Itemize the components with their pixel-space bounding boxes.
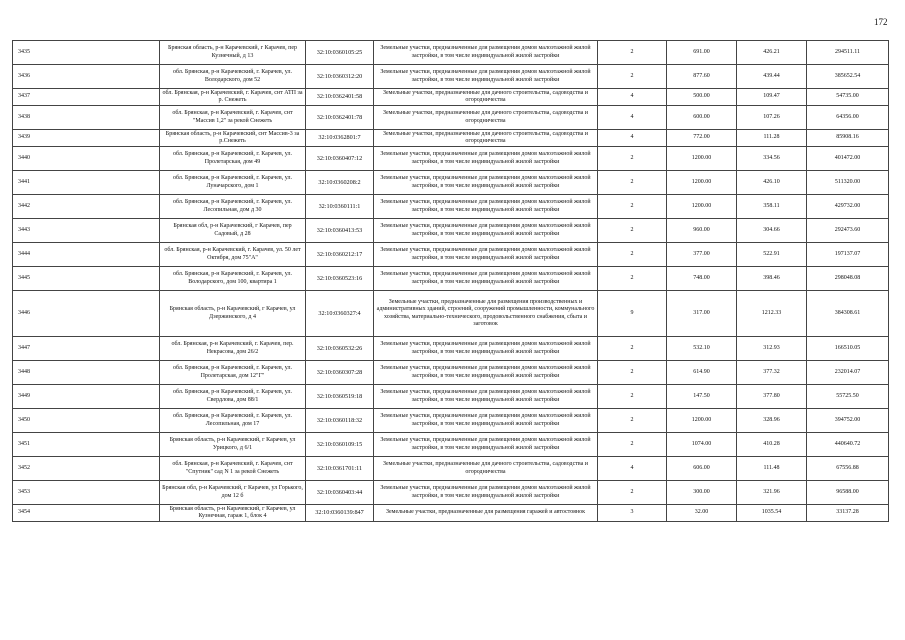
row-number: 3435 [13, 41, 160, 65]
row-number: 3450 [13, 409, 160, 433]
table-row [13, 337, 889, 361]
cadastral-value-cell: 166510.05 [807, 337, 889, 361]
row-number: 3454 [13, 505, 160, 522]
land-use-cell: Земельные участки, предназначенные для размещения домов малоэтажной жилой застройки, в том числе индивидуальной жилой застройки [374, 337, 598, 361]
table-row [13, 409, 889, 433]
specific-value-cell: 312.93 [737, 337, 807, 361]
land-use-cell: Земельные участки, предназначенные для размещения домов малоэтажной жилой застройки, в том числе индивидуальной жилой застройки [374, 409, 598, 433]
area-cell: 1200.00 [667, 171, 737, 195]
area-cell: 748.00 [667, 267, 737, 291]
cadastral-number-cell: 32:10:0362801:7 [306, 130, 374, 147]
specific-value-cell: 111.48 [737, 457, 807, 481]
row-number: 3443 [13, 219, 160, 243]
cadastral-number-cell: 32:10:0360139:847 [306, 505, 374, 522]
cadastral-value-cell: 96588.00 [807, 481, 889, 505]
specific-value-cell: 109.47 [737, 89, 807, 106]
cadastral-number-cell: 32:10:0360327:4 [306, 291, 374, 337]
specific-value-cell: 377.80 [737, 385, 807, 409]
land-use-cell: Земельные участки, предназначенные для дачного строительства, садоводства и огородничества [374, 130, 598, 147]
row-number: 3448 [13, 361, 160, 385]
area-cell: 32.00 [667, 505, 737, 522]
specific-value-cell: 426.10 [737, 171, 807, 195]
area-cell: 606.00 [667, 457, 737, 481]
cadastral-number-cell: 32:10:0360312:20 [306, 65, 374, 89]
cadastral-number-cell: 32:10:0362401:78 [306, 106, 374, 130]
row-number: 3437 [13, 89, 160, 106]
specific-value-cell: 1212.33 [737, 291, 807, 337]
table-row [13, 130, 889, 147]
row-number: 3442 [13, 195, 160, 219]
area-cell: 1074.00 [667, 433, 737, 457]
row-number: 3440 [13, 147, 160, 171]
area-cell: 317.00 [667, 291, 737, 337]
address-cell: Брянская область, р-н Карачевский, г Карачев, ул Урицкого, д 6/1 [160, 433, 306, 457]
group-number-cell: 2 [598, 243, 667, 267]
cadastral-value-cell: 54735.00 [807, 89, 889, 106]
cadastral-value-cell: 384308.61 [807, 291, 889, 337]
group-number-cell: 2 [598, 195, 667, 219]
land-use-cell: Земельные участки, предназначенные для размещения домов малоэтажной жилой застройки, в том числе индивидуальной жилой застройки [374, 219, 598, 243]
area-cell: 300.00 [667, 481, 737, 505]
group-number-cell: 2 [598, 41, 667, 65]
area-cell: 772.00 [667, 130, 737, 147]
address-cell: обл. Брянская, р-н Карачевский, г. Карачев, снт "Спутник" сад N 1 за рекой Снежеть [160, 457, 306, 481]
cadastral-number-cell: 32:10:0360307:28 [306, 361, 374, 385]
table-row [13, 89, 889, 106]
cadastral-value-cell: 429732.00 [807, 195, 889, 219]
group-number-cell: 4 [598, 457, 667, 481]
specific-value-cell: 358.11 [737, 195, 807, 219]
area-cell: 500.00 [667, 89, 737, 106]
page-number: 172 [874, 17, 888, 27]
specific-value-cell: 522.91 [737, 243, 807, 267]
area-cell: 147.50 [667, 385, 737, 409]
specific-value-cell: 111.28 [737, 130, 807, 147]
cadastral-value-cell: 292473.60 [807, 219, 889, 243]
table-row [13, 195, 889, 219]
group-number-cell: 2 [598, 219, 667, 243]
row-number: 3453 [13, 481, 160, 505]
cadastral-value-cell: 294511.11 [807, 41, 889, 65]
area-cell: 614.90 [667, 361, 737, 385]
group-number-cell: 2 [598, 433, 667, 457]
cadastral-number-cell: 32:10:0360105:25 [306, 41, 374, 65]
address-cell: обл. Брянская, р-н Карачевский, г. Карачев, ул. Пролетарская, дом 12"Г" [160, 361, 306, 385]
cadastral-number-cell: 32:10:0360413:53 [306, 219, 374, 243]
cadastral-number-cell: 32:10:0360109:15 [306, 433, 374, 457]
area-cell: 377.00 [667, 243, 737, 267]
area-cell: 532.10 [667, 337, 737, 361]
cadastral-value-cell: 394752.00 [807, 409, 889, 433]
land-use-cell: Земельные участки, предназначенные для дачного строительства, садоводства и огородничества [374, 457, 598, 481]
area-cell: 877.60 [667, 65, 737, 89]
group-number-cell: 2 [598, 171, 667, 195]
table-row [13, 457, 889, 481]
cadastral-number-cell: 32:10:0360523:16 [306, 267, 374, 291]
specific-value-cell: 334.56 [737, 147, 807, 171]
row-number: 3451 [13, 433, 160, 457]
land-use-cell: Земельные участки, предназначенные для размещения домов малоэтажной жилой застройки, в том числе индивидуальной жилой застройки [374, 65, 598, 89]
specific-value-cell: 439.44 [737, 65, 807, 89]
cadastral-number-cell: 32:10:0360519:18 [306, 385, 374, 409]
row-number: 3449 [13, 385, 160, 409]
group-number-cell: 2 [598, 267, 667, 291]
table-row [13, 481, 889, 505]
cadastral-number-cell: 32:10:0360212:17 [306, 243, 374, 267]
cadastral-number-cell: 32:10:0362401:58 [306, 89, 374, 106]
address-cell: обл. Брянская, р-н Карачевский, г. Карачев, ул. Свердлова, дом 88/1 [160, 385, 306, 409]
group-number-cell: 2 [598, 147, 667, 171]
specific-value-cell: 398.46 [737, 267, 807, 291]
table-row [13, 433, 889, 457]
group-number-cell: 2 [598, 385, 667, 409]
specific-value-cell: 321.96 [737, 481, 807, 505]
cadastral-value-cell: 511320.00 [807, 171, 889, 195]
cadastral-number-cell: 32:10:0360111:1 [306, 195, 374, 219]
table-row [13, 219, 889, 243]
row-number: 3439 [13, 130, 160, 147]
specific-value-cell: 304.66 [737, 219, 807, 243]
address-cell: обл. Брянская, р-н Карачевский, г. Карачев, ул. Лесопильная, дом д 30 [160, 195, 306, 219]
cadastral-value-table [12, 40, 889, 522]
table-row [13, 291, 889, 337]
group-number-cell: 2 [598, 409, 667, 433]
address-cell: обл. Брянская, р-н Карачевский, г. Карачев, снт АТП за р. Снежеть [160, 89, 306, 106]
area-cell: 1200.00 [667, 409, 737, 433]
specific-value-cell: 107.26 [737, 106, 807, 130]
cadastral-value-cell: 440640.72 [807, 433, 889, 457]
address-cell: обл. Брянская, р-н Карачевский, г. Карачев, ул. Володарского, дом 100, квартира 1 [160, 267, 306, 291]
address-cell: Брянская область, р-н Карачевский, г Карачев, ул Кузнечная, гараж 1, блок 4 [160, 505, 306, 522]
cadastral-number-cell: 32:10:0361701:11 [306, 457, 374, 481]
cadastral-value-cell: 67556.88 [807, 457, 889, 481]
row-number: 3447 [13, 337, 160, 361]
cadastral-number-cell: 32:10:0360208:2 [306, 171, 374, 195]
area-cell: 960.00 [667, 219, 737, 243]
area-cell: 1200.00 [667, 195, 737, 219]
specific-value-cell: 426.21 [737, 41, 807, 65]
cadastral-value-cell: 197137.07 [807, 243, 889, 267]
address-cell: обл. Брянская, р-н Карачевский, г. Карачев, ул. 50 лет Октября, дом 75"А" [160, 243, 306, 267]
area-cell: 691.00 [667, 41, 737, 65]
land-use-cell: Земельные участки, предназначенные для размещения домов малоэтажной жилой застройки, в том числе индивидуальной жилой застройки [374, 41, 598, 65]
row-number: 3446 [13, 291, 160, 337]
cadastral-value-cell: 33137.28 [807, 505, 889, 522]
group-number-cell: 2 [598, 481, 667, 505]
table-row [13, 361, 889, 385]
land-use-cell: Земельные участки, предназначенные для размещения домов малоэтажной жилой застройки, в том числе индивидуальной жилой застройки [374, 147, 598, 171]
land-use-cell: Земельные участки, предназначенные для размещения домов малоэтажной жилой застройки, в том числе индивидуальной жилой застройки [374, 361, 598, 385]
cadastral-value-cell: 64356.00 [807, 106, 889, 130]
land-use-cell: Земельные участки, предназначенные для размещения домов малоэтажной жилой застройки, в том числе индивидуальной жилой застройки [374, 481, 598, 505]
table-row [13, 505, 889, 522]
cadastral-number-cell: 32:10:0360407:12 [306, 147, 374, 171]
group-number-cell: 2 [598, 361, 667, 385]
cadastral-number-cell: 32:10:0360403:44 [306, 481, 374, 505]
row-number: 3436 [13, 65, 160, 89]
row-number: 3438 [13, 106, 160, 130]
group-number-cell: 2 [598, 337, 667, 361]
address-cell: обл. Брянская, р-н Карачевский, г. Карачев, ул. Володарского, дом 52 [160, 65, 306, 89]
address-cell: обл. Брянская, р-н Карачевский, г. Карачев, ул. Лесопильная, дом 17 [160, 409, 306, 433]
address-cell: Брянская область, р-н Карачевский, г Карачев, ул Дзержинского, д 4 [160, 291, 306, 337]
cadastral-value-cell: 232014.07 [807, 361, 889, 385]
table-row [13, 385, 889, 409]
address-cell: обл. Брянская, р-н Карачевский, г. Карачев, снт "Массив 1,2" за рекой Снежеть [160, 106, 306, 130]
row-number: 3445 [13, 267, 160, 291]
address-cell: обл. Брянская, р-н Карачевский, г. Карачев, пер. Некрасова, дом 26/2 [160, 337, 306, 361]
address-cell: обл. Брянская, р-н Карачевский, г. Карачев, ул. Луначарского, дом 1 [160, 171, 306, 195]
cadastral-value-cell: 385652.54 [807, 65, 889, 89]
cadastral-value-cell: 85908.16 [807, 130, 889, 147]
table-row [13, 243, 889, 267]
address-cell: Брянская область, р-н Карачевский, снт Массив-3 за р.Снежеть [160, 130, 306, 147]
address-cell: Брянская область, р-н Карачевский, г Карачев, пер Кузнечный, д 13 [160, 41, 306, 65]
table-row [13, 171, 889, 195]
table-row [13, 267, 889, 291]
table-row [13, 106, 889, 130]
row-number: 3444 [13, 243, 160, 267]
land-use-cell: Земельные участки, предназначенные для размещения гаражей и автостоянок [374, 505, 598, 522]
land-use-cell: Земельные участки, предназначенные для размещения домов малоэтажной жилой застройки, в том числе индивидуальной жилой застройки [374, 243, 598, 267]
specific-value-cell: 1035.54 [737, 505, 807, 522]
group-number-cell: 9 [598, 291, 667, 337]
group-number-cell: 4 [598, 106, 667, 130]
specific-value-cell: 377.32 [737, 361, 807, 385]
land-use-cell: Земельные участки, предназначенные для размещения домов малоэтажной жилой застройки, в том числе индивидуальной жилой застройки [374, 195, 598, 219]
row-number: 3441 [13, 171, 160, 195]
cadastral-value-cell: 401472.00 [807, 147, 889, 171]
address-cell: Брянская обл, р-н Карачевский, г Карачев, ул Горького, дом 12 б [160, 481, 306, 505]
specific-value-cell: 410.28 [737, 433, 807, 457]
specific-value-cell: 328.96 [737, 409, 807, 433]
cadastral-number-cell: 32:10:0360532:26 [306, 337, 374, 361]
land-use-cell: Земельные участки, предназначенные для размещения домов малоэтажной жилой застройки, в том числе индивидуальной жилой застройки [374, 171, 598, 195]
table-row [13, 41, 889, 65]
cadastral-value-cell: 298048.08 [807, 267, 889, 291]
address-cell: Брянская обл, р-н Карачевский, г Карачев, пер Садовый, д 28 [160, 219, 306, 243]
land-use-cell: Земельные участки, предназначенные для дачного строительства, садоводства и огородничества [374, 106, 598, 130]
cadastral-value-cell: 55725.50 [807, 385, 889, 409]
table-row [13, 65, 889, 89]
land-use-cell: Земельные участки, предназначенные для размещения домов малоэтажной жилой застройки, в том числе индивидуальной жилой застройки [374, 385, 598, 409]
group-number-cell: 2 [598, 65, 667, 89]
group-number-cell: 4 [598, 130, 667, 147]
area-cell: 1200.00 [667, 147, 737, 171]
table-row [13, 147, 889, 171]
land-use-cell: Земельные участки, предназначенные для размещения домов малоэтажной жилой застройки, в том числе индивидуальной жилой застройки [374, 433, 598, 457]
cadastral-number-cell: 32:10:0360118:32 [306, 409, 374, 433]
area-cell: 600.00 [667, 106, 737, 130]
address-cell: обл. Брянская, р-н Карачевский, г. Карачев, ул. Пролетарская, дом 49 [160, 147, 306, 171]
group-number-cell: 3 [598, 505, 667, 522]
group-number-cell: 4 [598, 89, 667, 106]
land-use-cell: Земельные участки, предназначенные для размещения производственных и административных зданий, строений, сооружений промышленности, коммунального хозяйства, материально-технического, продовольственного снабжения, сбыта и заготовок [374, 291, 598, 337]
land-use-cell: Земельные участки, предназначенные для размещения домов малоэтажной жилой застройки, в том числе индивидуальной жилой застройки [374, 267, 598, 291]
row-number: 3452 [13, 457, 160, 481]
land-use-cell: Земельные участки, предназначенные для дачного строительства, садоводства и огородничества [374, 89, 598, 106]
